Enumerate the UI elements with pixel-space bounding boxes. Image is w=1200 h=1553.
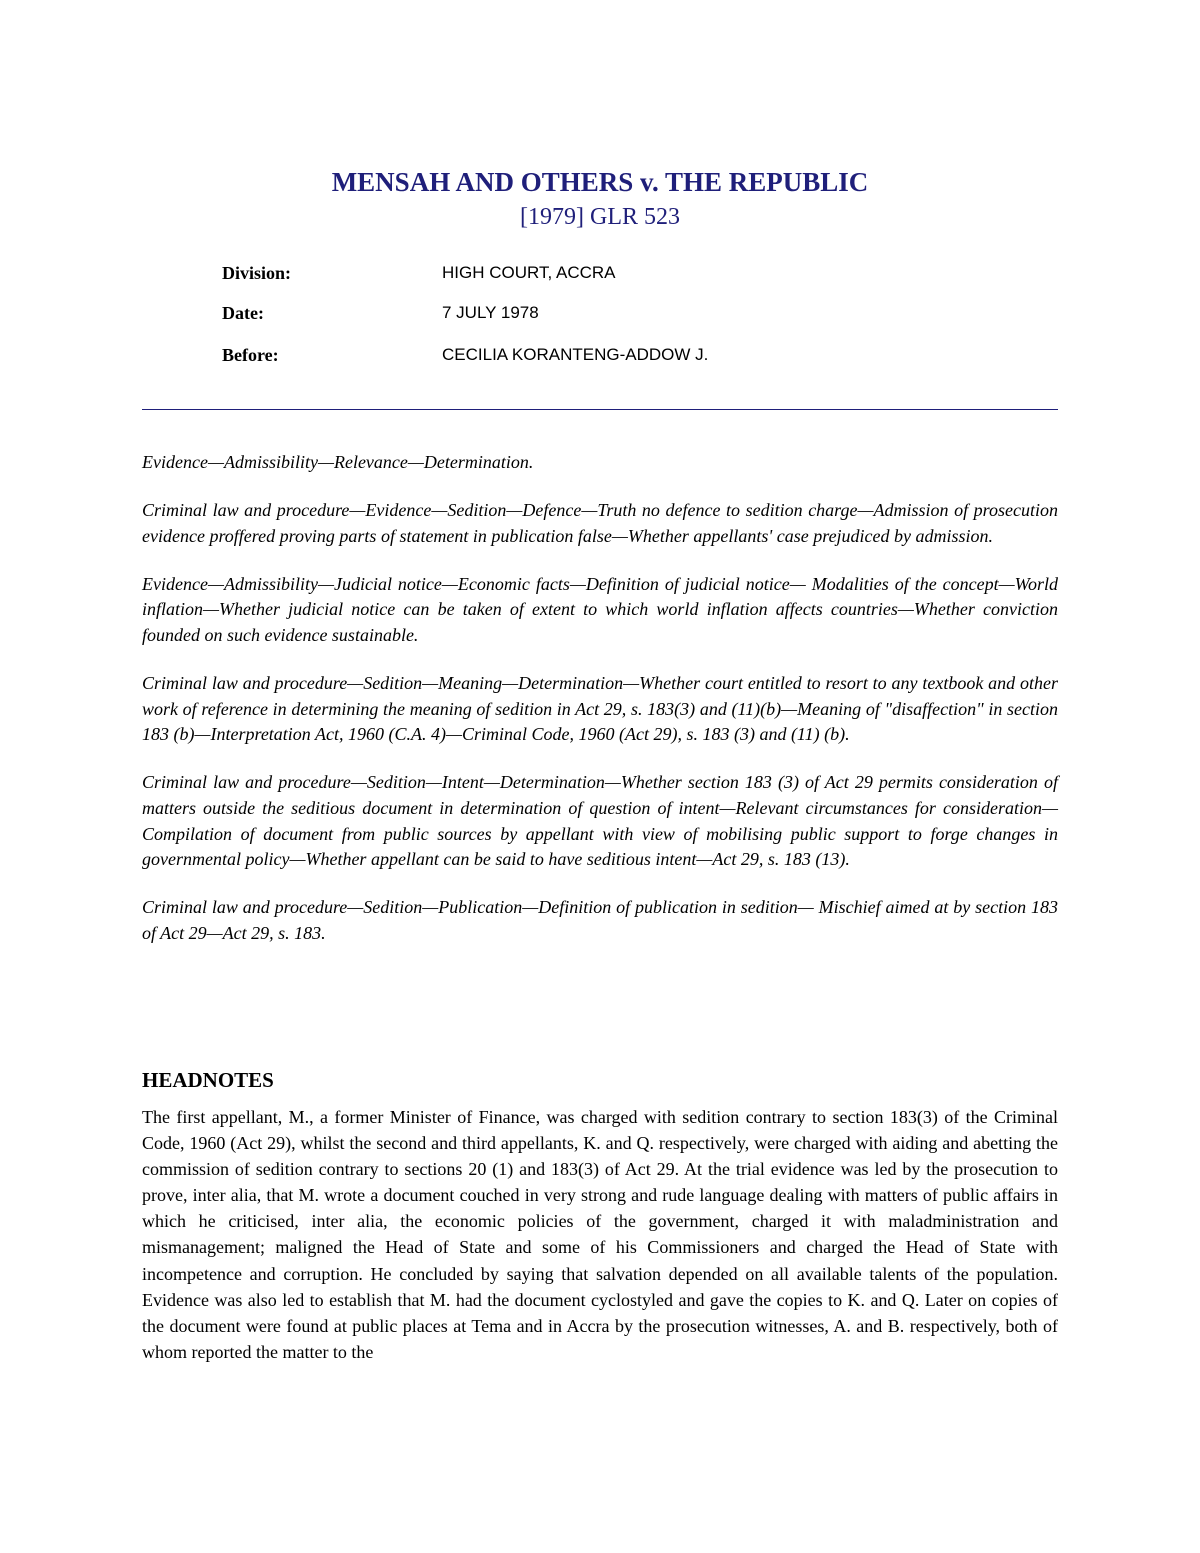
meta-value: 7 JULY 1978 (442, 303, 539, 322)
meta-label: Before: (222, 345, 279, 365)
meta-value: HIGH COURT, ACCRA (442, 263, 616, 282)
meta-value: CECILIA KORANTENG-ADDOW J. (442, 345, 709, 364)
case-citation: [1979] GLR 523 (520, 204, 680, 230)
catchword-paragraph: Criminal law and procedure—Sedition—Publication—Definition of publication in sedition— Mischief aimed at by section 183 of Act 29—Act 29, s. 183. (142, 897, 1058, 943)
catchword-paragraph: Evidence—Admissibility—Judicial notice—Economic facts—Definition of judicial notice— Modalities of the concept—World inflation—Whether judicial notice can be taken of extent to which world inflation affects countries—Whether conviction founded on such evidence sustainable. (142, 573, 1058, 645)
headnotes-paragraph: The first appellant, M., a former Minister of Finance, was charged with sedition contrary to section 183(3) of the Criminal Code, 1960 (Act 29), whilst the second and third appellants, K. and Q. respectively, were charged with aiding and abetting the commission of sedition contrary to sections 20 (1) and 183(3) of Act 29. At the trial evidence was led by the prosecution to prove, inter alia, that M. wrote a document couched in very strong and rude language dealing with matters of public affairs in which he criticised, inter alia, the economic policies of the government, charged it with maladministration and mismanagement; maligned the Head of State and some of his Commissioners and charged the Head of State with incompetence and corruption. He concluded by saying that salvation depended on all available talents of the population. Evidence was also led to establish that M. had the document cyclostyled and gave the copies to K. and Q. Later on copies of the document were found at public places at Tema and in Accra by the prosecution witnesses, A. and B. respectively, both of whom reported the matter to the (142, 1107, 1058, 1362)
catchwords-section (142, 450, 1058, 969)
meta-label: Date: (222, 303, 264, 323)
catchword-paragraph: Criminal law and procedure—Sedition—Meaning—Determination—Whether court entitled to resort to any textbook and other work of reference in determining the meaning of sedition in Act 29, s. 183(3) and (11)(b)—Meaning of "disaffection" in section 183 (b)—Interpretation Act, 1960 (C.A. 4)—Criminal Code, 1960 (Act 29), s. 183 (3) and (11) (b). (142, 673, 1058, 745)
headnotes-heading: HEADNOTES (142, 1068, 274, 1092)
catchword-paragraph: Criminal law and procedure—Evidence—Sedition—Defence—Truth no defence to sedition charge—Admission of prosecution evidence proffered proving parts of statement in publication false—Whether appellants' case prejudiced by admission. (142, 500, 1058, 546)
catchword-paragraph: Evidence—Admissibility—Relevance—Determination. (142, 452, 534, 472)
catchword-paragraph: Criminal law and procedure—Sedition—Intent—Determination—Whether section 183 (3) of Act 29 permits consideration of matters outside the seditious document in determination of question of intent—Relevant circumstances for consideration—Compilation of document from public sources by appellant with view of mobilising public support to forge changes in governmental policy—Whether appellant can be said to have seditious intent—Act 29, s. 183 (13). (142, 772, 1058, 870)
header-divider (142, 409, 1058, 410)
case-title: MENSAH AND OTHERS v. THE REPUBLIC (331, 167, 869, 197)
meta-label: Division: (222, 263, 292, 283)
